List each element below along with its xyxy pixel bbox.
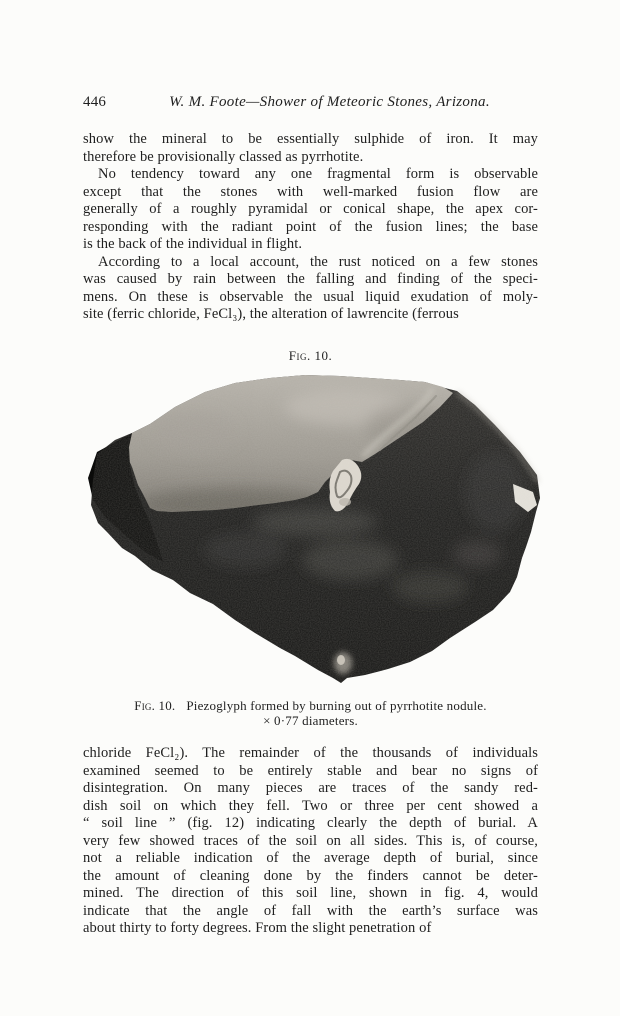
text-line: show the mineral to be essentially sulphide of iron. It may [83, 131, 538, 147]
paragraph [83, 745, 538, 938]
text-line: site (ferric chloride, FeCl₃), the alteration of lawrencite (ferrous [83, 306, 459, 322]
text-line: not a reliable indication of the average depth of burial, since [83, 850, 538, 866]
text-line: examined seemed to be entirely stable and bear no signs of [83, 762, 538, 779]
paragraph [83, 166, 538, 254]
caption-scale: × 0·77 diameters. [263, 713, 358, 728]
body-text-bottom [83, 745, 538, 938]
text-line: disintegration. On many pieces are traces of the sandy red- [83, 780, 538, 796]
caption-label: Fig. 10. [134, 698, 176, 713]
caption-line-1 [63, 698, 558, 713]
text-line: therefore be provisionally classed as pyrrhotite. [83, 148, 364, 165]
text-line: about thirty to forty degrees. From the slight penetration of [83, 920, 432, 936]
text-line: is the back of the individual in flight. [83, 236, 303, 252]
text-line: mined. The direction of this soil line, shown in fig. 4, would [83, 885, 538, 901]
figure-label-text: Fig. 10. [288, 348, 333, 363]
paragraph [83, 131, 538, 166]
page-number: 446 [83, 94, 107, 110]
text-line: mens. On these is observable the usual liquid exudation of moly- [83, 288, 538, 305]
figure-caption [63, 698, 558, 728]
text-line: chloride FeCl₂). The remainder of the thousands of individuals [83, 745, 538, 761]
paragraph [83, 254, 538, 324]
text-line: was caused by rain between the falling and finding of the speci- [83, 271, 538, 287]
text-line: responding with the radiant point of the fusion lines; the base [83, 218, 538, 235]
text-line: “ soil line ” (fig. 12) indicating clearly the depth of burial. A [83, 815, 538, 831]
body-text-top [83, 131, 538, 324]
caption-text: Piezoglyph formed by burning out of pyrrhotite nodule. [186, 698, 487, 713]
running-head [83, 94, 538, 111]
text-line: indicate that the angle of fall with the earth’s surface was [83, 902, 538, 919]
text-line: dish soil on which they fell. Two or three per cent showed a [83, 797, 538, 814]
meteorite-photo [85, 372, 555, 687]
text-line: No tendency toward any one fragmental form is observable [98, 166, 538, 182]
figure-label [83, 348, 538, 364]
text-line: except that the stones with well-marked fusion flow are [83, 183, 538, 200]
text-line: the amount of cleaning done by the finders cannot be deter- [83, 867, 538, 884]
text-line: very few showed traces of the soil on all sides. This is, of course, [83, 832, 538, 849]
text-line: generally of a roughly pyramidal or conical shape, the apex cor- [83, 201, 538, 217]
text-line: According to a local account, the rust noticed on a few stones [98, 253, 538, 270]
running-title: W. M. Foote—Shower of Meteoric Stones, Arizona. [169, 94, 490, 110]
figure-10 [85, 372, 555, 687]
